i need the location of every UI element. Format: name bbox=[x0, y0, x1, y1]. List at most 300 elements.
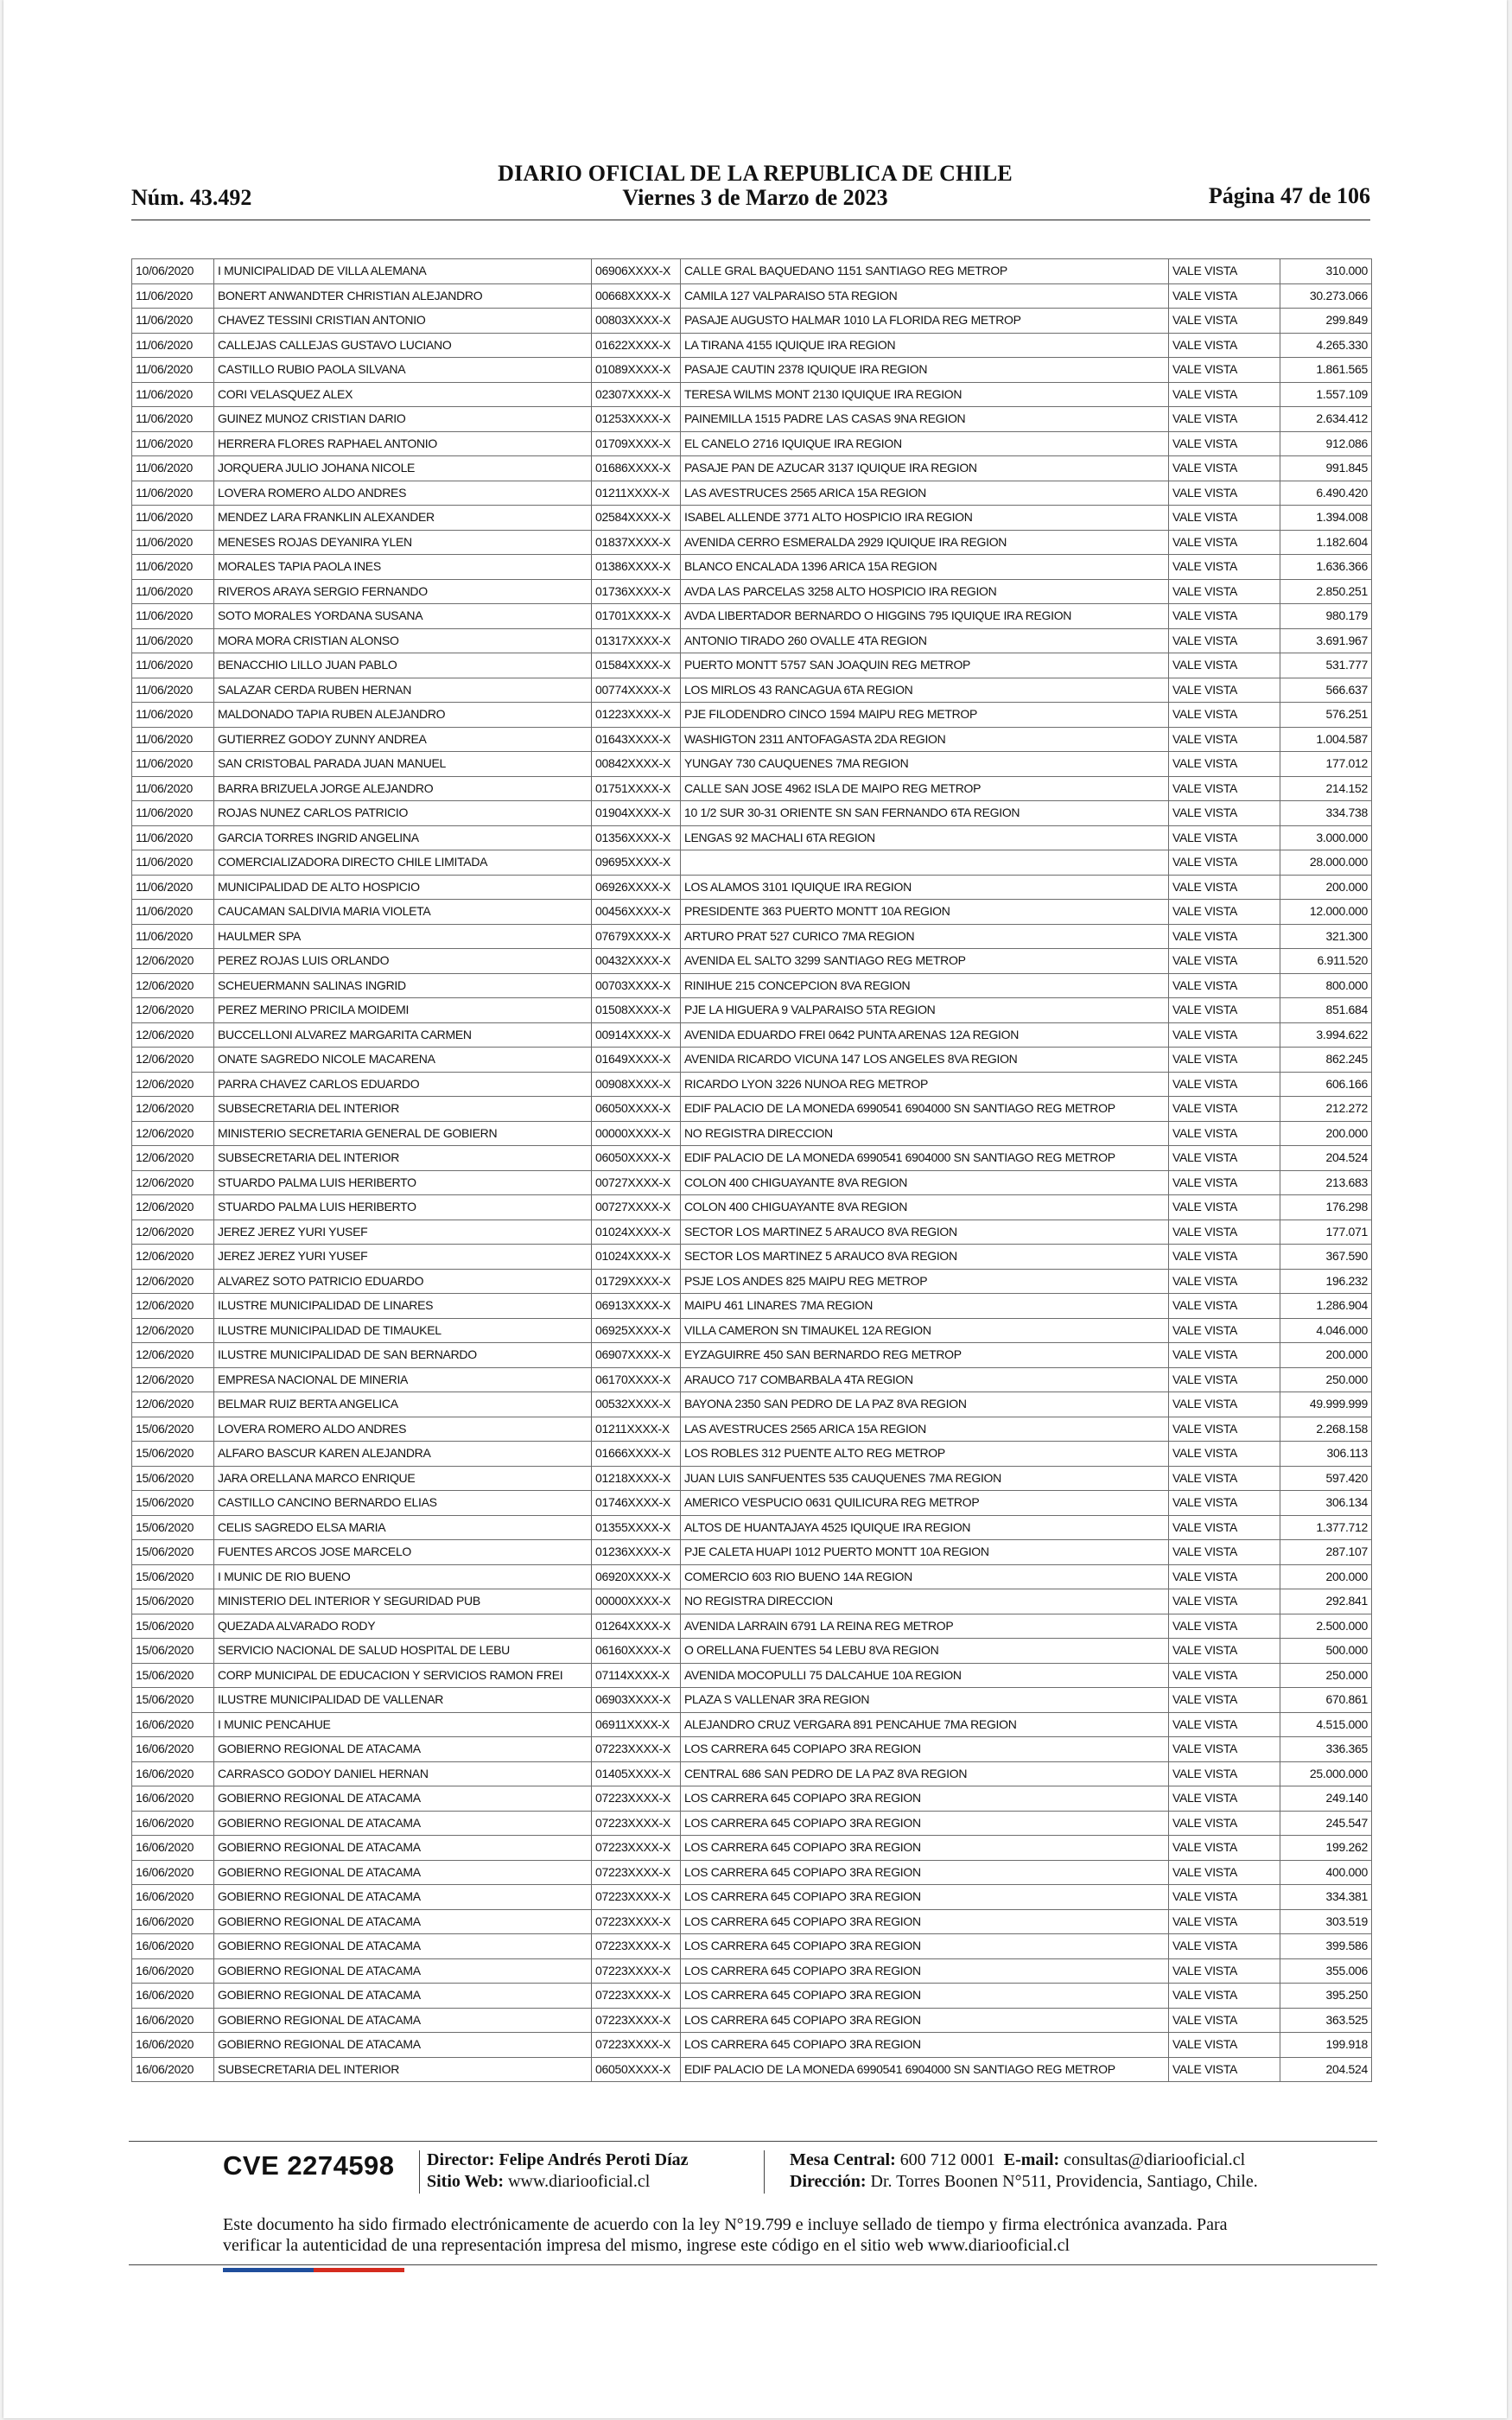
address-cell: LOS CARRERA 645 COPIAPO 3RA REGION bbox=[681, 2008, 1169, 2033]
address-cell: PRESIDENTE 363 PUERTO MONTT 10A REGION bbox=[681, 900, 1169, 925]
address-cell: AMERICO VESPUCIO 0631 QUILICURA REG METROP bbox=[681, 1491, 1169, 1516]
table-row bbox=[132, 1934, 1372, 1959]
table-row bbox=[132, 1515, 1372, 1540]
date-cell: 15/06/2020 bbox=[132, 1466, 214, 1491]
rut-cell: 06913XXXX-X bbox=[592, 1294, 681, 1319]
amount-cell: 176.298 bbox=[1280, 1195, 1372, 1220]
date-cell: 15/06/2020 bbox=[132, 1417, 214, 1442]
table-row bbox=[132, 1367, 1372, 1392]
amount-cell: 336.365 bbox=[1280, 1737, 1372, 1762]
payment-type-cell: VALE VISTA bbox=[1169, 1170, 1280, 1195]
payment-type-cell: VALE VISTA bbox=[1169, 998, 1280, 1023]
table-row bbox=[132, 1737, 1372, 1762]
amount-cell: 355.006 bbox=[1280, 1958, 1372, 1984]
table-row bbox=[132, 1146, 1372, 1171]
amount-cell: 1.861.565 bbox=[1280, 358, 1372, 383]
address-cell: LAS AVESTRUCES 2565 ARICA 15A REGION bbox=[681, 481, 1169, 506]
payment-type-cell: VALE VISTA bbox=[1169, 382, 1280, 407]
amount-cell: 200.000 bbox=[1280, 875, 1372, 900]
name-cell: CASTILLO RUBIO PAOLA SILVANA bbox=[214, 358, 592, 383]
rut-cell: 07223XXXX-X bbox=[592, 1934, 681, 1959]
table-row bbox=[132, 1712, 1372, 1737]
amount-cell: 199.918 bbox=[1280, 2033, 1372, 2058]
payment-type-cell: VALE VISTA bbox=[1169, 1564, 1280, 1589]
name-cell: GOBIERNO REGIONAL DE ATACAMA bbox=[214, 2008, 592, 2033]
rut-cell: 01218XXXX-X bbox=[592, 1466, 681, 1491]
address-cell: LOS CARRERA 645 COPIAPO 3RA REGION bbox=[681, 1860, 1169, 1885]
address-cell: LOS CARRERA 645 COPIAPO 3RA REGION bbox=[681, 1836, 1169, 1861]
date-cell: 16/06/2020 bbox=[132, 1958, 214, 1984]
address-cell: LAS AVESTRUCES 2565 ARICA 15A REGION bbox=[681, 1417, 1169, 1442]
name-cell: I MUNICIPALIDAD DE VILLA ALEMANA bbox=[214, 259, 592, 284]
name-cell: BENACCHIO LILLO JUAN PABLO bbox=[214, 653, 592, 678]
date-cell: 16/06/2020 bbox=[132, 2033, 214, 2058]
address-cell: PASAJE PAN DE AZUCAR 3137 IQUIQUE IRA REGION bbox=[681, 456, 1169, 481]
table-row bbox=[132, 875, 1372, 900]
address-cell: LOS CARRERA 645 COPIAPO 3RA REGION bbox=[681, 1786, 1169, 1812]
date-cell: 12/06/2020 bbox=[132, 1121, 214, 1146]
address-cell: JUAN LUIS SANFUENTES 535 CAUQUENES 7MA REGION bbox=[681, 1466, 1169, 1491]
address-cell: EL CANELO 2716 IQUIQUE IRA REGION bbox=[681, 431, 1169, 456]
date-cell: 16/06/2020 bbox=[132, 1885, 214, 1910]
address-cell: RINIHUE 215 CONCEPCION 8VA REGION bbox=[681, 973, 1169, 998]
name-cell: ONATE SAGREDO NICOLE MACARENA bbox=[214, 1048, 592, 1073]
table-row bbox=[132, 1860, 1372, 1885]
date-cell: 11/06/2020 bbox=[132, 530, 214, 555]
table-row bbox=[132, 1392, 1372, 1417]
rut-cell: 01405XXXX-X bbox=[592, 1761, 681, 1786]
payment-type-cell: VALE VISTA bbox=[1169, 358, 1280, 383]
date-cell: 16/06/2020 bbox=[132, 1860, 214, 1885]
table-row bbox=[132, 1761, 1372, 1786]
rut-cell: 06911XXXX-X bbox=[592, 1712, 681, 1737]
address-cell: COLON 400 CHIGUAYANTE 8VA REGION bbox=[681, 1195, 1169, 1220]
date-cell: 11/06/2020 bbox=[132, 875, 214, 900]
date-cell: 11/06/2020 bbox=[132, 431, 214, 456]
issue-date: Viernes 3 de Marzo de 2023 bbox=[622, 185, 888, 210]
date-cell: 16/06/2020 bbox=[132, 1984, 214, 2009]
address-cell: PASAJE AUGUSTO HALMAR 1010 LA FLORIDA REG METROP bbox=[681, 309, 1169, 334]
director-name: Felipe Andrés Peroti Díaz bbox=[499, 2150, 689, 2169]
date-cell: 16/06/2020 bbox=[132, 1836, 214, 1861]
date-cell: 11/06/2020 bbox=[132, 727, 214, 752]
rut-cell: 07223XXXX-X bbox=[592, 1811, 681, 1836]
address-cell: COMERCIO 603 RIO BUENO 14A REGION bbox=[681, 1564, 1169, 1589]
table-row bbox=[132, 1170, 1372, 1195]
name-cell: LOVERA ROMERO ALDO ANDRES bbox=[214, 481, 592, 506]
table-row bbox=[132, 678, 1372, 703]
payment-type-cell: VALE VISTA bbox=[1169, 1245, 1280, 1270]
address-cell: TERESA WILMS MONT 2130 IQUIQUE IRA REGION bbox=[681, 382, 1169, 407]
name-cell: ILUSTRE MUNICIPALIDAD DE SAN BERNARDO bbox=[214, 1343, 592, 1368]
amount-cell: 597.420 bbox=[1280, 1466, 1372, 1491]
payment-type-cell: VALE VISTA bbox=[1169, 875, 1280, 900]
rut-cell: 01701XXXX-X bbox=[592, 604, 681, 629]
payment-type-cell: VALE VISTA bbox=[1169, 1614, 1280, 1639]
rut-cell: 00456XXXX-X bbox=[592, 900, 681, 925]
amount-cell: 1.377.712 bbox=[1280, 1515, 1372, 1540]
rut-cell: 02584XXXX-X bbox=[592, 506, 681, 531]
payment-type-cell: VALE VISTA bbox=[1169, 1491, 1280, 1516]
table-row bbox=[132, 924, 1372, 949]
amount-cell: 4.515.000 bbox=[1280, 1712, 1372, 1737]
footer-separator bbox=[764, 2150, 765, 2194]
date-cell: 12/06/2020 bbox=[132, 1318, 214, 1343]
address-cell: PUERTO MONTT 5757 SAN JOAQUIN REG METROP bbox=[681, 653, 1169, 678]
payment-type-cell: VALE VISTA bbox=[1169, 653, 1280, 678]
table-row bbox=[132, 825, 1372, 850]
amount-cell: 6.911.520 bbox=[1280, 949, 1372, 974]
date-cell: 15/06/2020 bbox=[132, 1688, 214, 1713]
name-cell: GOBIERNO REGIONAL DE ATACAMA bbox=[214, 1860, 592, 1885]
payment-type-cell: VALE VISTA bbox=[1169, 1417, 1280, 1442]
amount-cell: 399.586 bbox=[1280, 1934, 1372, 1959]
date-cell: 16/06/2020 bbox=[132, 1934, 214, 1959]
address-cell: AVDA LIBERTADOR BERNARDO O HIGGINS 795 IQUIQUE IRA REGION bbox=[681, 604, 1169, 629]
address-cell: WASHIGTON 2311 ANTOFAGASTA 2DA REGION bbox=[681, 727, 1169, 752]
name-cell: CAUCAMAN SALDIVIA MARIA VIOLETA bbox=[214, 900, 592, 925]
rut-cell: 07223XXXX-X bbox=[592, 2033, 681, 2058]
payment-type-cell: VALE VISTA bbox=[1169, 1343, 1280, 1368]
address-cell: CAMILA 127 VALPARAISO 5TA REGION bbox=[681, 283, 1169, 309]
payment-type-cell: VALE VISTA bbox=[1169, 2033, 1280, 2058]
table-row bbox=[132, 850, 1372, 876]
amount-cell: 800.000 bbox=[1280, 973, 1372, 998]
payments-table bbox=[131, 258, 1372, 2082]
rut-cell: 01746XXXX-X bbox=[592, 1491, 681, 1516]
payment-type-cell: VALE VISTA bbox=[1169, 481, 1280, 506]
address-cell: LOS ROBLES 312 PUENTE ALTO REG METROP bbox=[681, 1442, 1169, 1467]
table-row bbox=[132, 1540, 1372, 1565]
amount-cell: 287.107 bbox=[1280, 1540, 1372, 1565]
publication-title: DIARIO OFICIAL DE LA REPUBLICA DE CHILE bbox=[498, 161, 1013, 186]
payment-type-cell: VALE VISTA bbox=[1169, 2057, 1280, 2082]
amount-cell: 400.000 bbox=[1280, 1860, 1372, 1885]
table-row bbox=[132, 333, 1372, 358]
amount-cell: 2.500.000 bbox=[1280, 1614, 1372, 1639]
name-cell: CARRASCO GODOY DANIEL HERNAN bbox=[214, 1761, 592, 1786]
payment-type-cell: VALE VISTA bbox=[1169, 2008, 1280, 2033]
table-row bbox=[132, 1022, 1372, 1048]
payment-type-cell: VALE VISTA bbox=[1169, 1836, 1280, 1861]
table-row bbox=[132, 1048, 1372, 1073]
amount-cell: 1.394.008 bbox=[1280, 506, 1372, 531]
amount-cell: 1.286.904 bbox=[1280, 1294, 1372, 1319]
address-cell: PJE CALETA HUAPI 1012 PUERTO MONTT 10A REGION bbox=[681, 1540, 1169, 1565]
payment-type-cell: VALE VISTA bbox=[1169, 1663, 1280, 1688]
date-cell: 15/06/2020 bbox=[132, 1614, 214, 1639]
payment-type-cell: VALE VISTA bbox=[1169, 1072, 1280, 1097]
footer-divider bbox=[129, 2141, 1377, 2142]
address-cell: 10 1/2 SUR 30-31 ORIENTE SN SAN FERNANDO 6TA REGION bbox=[681, 801, 1169, 826]
table-row bbox=[132, 481, 1372, 506]
amount-cell: 30.273.066 bbox=[1280, 283, 1372, 309]
amount-cell: 4.265.330 bbox=[1280, 333, 1372, 358]
date-cell: 11/06/2020 bbox=[132, 678, 214, 703]
date-cell: 11/06/2020 bbox=[132, 481, 214, 506]
date-cell: 11/06/2020 bbox=[132, 555, 214, 580]
payment-type-cell: VALE VISTA bbox=[1169, 1688, 1280, 1713]
amount-cell: 2.634.412 bbox=[1280, 407, 1372, 432]
date-cell: 11/06/2020 bbox=[132, 579, 214, 604]
date-cell: 12/06/2020 bbox=[132, 1294, 214, 1319]
table-row bbox=[132, 2033, 1372, 2058]
payment-type-cell: VALE VISTA bbox=[1169, 1811, 1280, 1836]
name-cell: SERVICIO NACIONAL DE SALUD HOSPITAL DE LEBU bbox=[214, 1639, 592, 1664]
date-cell: 11/06/2020 bbox=[132, 604, 214, 629]
table-row bbox=[132, 382, 1372, 407]
email-link[interactable]: consultas@diariooficial.cl bbox=[1064, 2150, 1246, 2169]
amount-cell: 912.086 bbox=[1280, 431, 1372, 456]
issue-number: Núm. 43.492 bbox=[131, 185, 252, 210]
payment-type-cell: VALE VISTA bbox=[1169, 850, 1280, 876]
payment-type-cell: VALE VISTA bbox=[1169, 678, 1280, 703]
payment-type-cell: VALE VISTA bbox=[1169, 1761, 1280, 1786]
date-cell: 12/06/2020 bbox=[132, 1072, 214, 1097]
rut-cell: 06906XXXX-X bbox=[592, 259, 681, 284]
rut-cell: 00774XXXX-X bbox=[592, 678, 681, 703]
payment-type-cell: VALE VISTA bbox=[1169, 1786, 1280, 1812]
rut-cell: 09695XXXX-X bbox=[592, 850, 681, 876]
address-cell: EDIF PALACIO DE LA MONEDA 6990541 6904000 SN SANTIAGO REG METROP bbox=[681, 1146, 1169, 1171]
date-cell: 16/06/2020 bbox=[132, 1909, 214, 1934]
table-row bbox=[132, 2057, 1372, 2082]
table-row bbox=[132, 1072, 1372, 1097]
rut-cell: 01089XXXX-X bbox=[592, 358, 681, 383]
name-cell: MORA MORA CRISTIAN ALONSO bbox=[214, 628, 592, 653]
payment-type-cell: VALE VISTA bbox=[1169, 530, 1280, 555]
rut-cell: 00727XXXX-X bbox=[592, 1170, 681, 1195]
address-cell: ARTURO PRAT 527 CURICO 7MA REGION bbox=[681, 924, 1169, 949]
amount-cell: 1.182.604 bbox=[1280, 530, 1372, 555]
rut-cell: 01355XXXX-X bbox=[592, 1515, 681, 1540]
name-cell: CORI VELASQUEZ ALEX bbox=[214, 382, 592, 407]
date-cell: 15/06/2020 bbox=[132, 1564, 214, 1589]
address-cell: MAIPU 461 LINARES 7MA REGION bbox=[681, 1294, 1169, 1319]
payment-type-cell: VALE VISTA bbox=[1169, 1367, 1280, 1392]
date-cell: 11/06/2020 bbox=[132, 407, 214, 432]
payment-type-cell: VALE VISTA bbox=[1169, 1958, 1280, 1984]
table-row bbox=[132, 1958, 1372, 1984]
rut-cell: 07223XXXX-X bbox=[592, 1909, 681, 1934]
rut-cell: 01253XXXX-X bbox=[592, 407, 681, 432]
name-cell: MUNICIPALIDAD DE ALTO HOSPICIO bbox=[214, 875, 592, 900]
date-cell: 12/06/2020 bbox=[132, 1170, 214, 1195]
rut-cell: 01751XXXX-X bbox=[592, 776, 681, 801]
amount-cell: 1.004.587 bbox=[1280, 727, 1372, 752]
payment-type-cell: VALE VISTA bbox=[1169, 1860, 1280, 1885]
rut-cell: 07223XXXX-X bbox=[592, 1737, 681, 1762]
amount-cell: 200.000 bbox=[1280, 1564, 1372, 1589]
document-page bbox=[3, 0, 1507, 2418]
payment-type-cell: VALE VISTA bbox=[1169, 1048, 1280, 1073]
name-cell: MENDEZ LARA FRANKLIN ALEXANDER bbox=[214, 506, 592, 531]
payment-type-cell: VALE VISTA bbox=[1169, 1885, 1280, 1910]
address-cell: ARAUCO 717 COMBARBALA 4TA REGION bbox=[681, 1367, 1169, 1392]
flag-red-segment bbox=[314, 2268, 404, 2272]
address-cell: PJE FILODENDRO CINCO 1594 MAIPU REG METROP bbox=[681, 703, 1169, 728]
name-cell: SUBSECRETARIA DEL INTERIOR bbox=[214, 1146, 592, 1171]
cve-code: CVE 2274598 bbox=[223, 2150, 395, 2181]
rut-cell: 07223XXXX-X bbox=[592, 1885, 681, 1910]
date-cell: 16/06/2020 bbox=[132, 2008, 214, 2033]
address-cell: LOS CARRERA 645 COPIAPO 3RA REGION bbox=[681, 1984, 1169, 2009]
amount-cell: 334.738 bbox=[1280, 801, 1372, 826]
amount-cell: 49.999.999 bbox=[1280, 1392, 1372, 1417]
rut-cell: 01584XXXX-X bbox=[592, 653, 681, 678]
name-cell: GOBIERNO REGIONAL DE ATACAMA bbox=[214, 2033, 592, 2058]
address-cell: CALLE GRAL BAQUEDANO 1151 SANTIAGO REG METROP bbox=[681, 259, 1169, 284]
amount-cell: 334.381 bbox=[1280, 1885, 1372, 1910]
date-cell: 16/06/2020 bbox=[132, 1737, 214, 1762]
date-cell: 15/06/2020 bbox=[132, 1639, 214, 1664]
email-label: E-mail: bbox=[1003, 2150, 1060, 2169]
amount-cell: 4.046.000 bbox=[1280, 1318, 1372, 1343]
amount-cell: 1.636.366 bbox=[1280, 555, 1372, 580]
amount-cell: 851.684 bbox=[1280, 998, 1372, 1023]
name-cell: I MUNIC PENCAHUE bbox=[214, 1712, 592, 1737]
payment-type-cell: VALE VISTA bbox=[1169, 1466, 1280, 1491]
rut-cell: 00532XXXX-X bbox=[592, 1392, 681, 1417]
date-cell: 16/06/2020 bbox=[132, 2057, 214, 2082]
date-cell: 10/06/2020 bbox=[132, 259, 214, 284]
address-cell: RICARDO LYON 3226 NUNOA REG METROP bbox=[681, 1072, 1169, 1097]
rut-cell: 01622XXXX-X bbox=[592, 333, 681, 358]
date-cell: 12/06/2020 bbox=[132, 973, 214, 998]
address-cell: LA TIRANA 4155 IQUIQUE IRA REGION bbox=[681, 333, 1169, 358]
rut-cell: 01666XXXX-X bbox=[592, 1442, 681, 1467]
rut-cell: 07223XXXX-X bbox=[592, 1860, 681, 1885]
name-cell: SCHEUERMANN SALINAS INGRID bbox=[214, 973, 592, 998]
date-cell: 15/06/2020 bbox=[132, 1491, 214, 1516]
address-cell: LOS CARRERA 645 COPIAPO 3RA REGION bbox=[681, 1737, 1169, 1762]
date-cell: 11/06/2020 bbox=[132, 703, 214, 728]
rut-cell: 01211XXXX-X bbox=[592, 1417, 681, 1442]
address-cell bbox=[681, 850, 1169, 876]
date-cell: 12/06/2020 bbox=[132, 949, 214, 974]
name-cell: GOBIERNO REGIONAL DE ATACAMA bbox=[214, 1737, 592, 1762]
name-cell: ALFARO BASCUR KAREN ALEJANDRA bbox=[214, 1442, 592, 1467]
rut-cell: 07223XXXX-X bbox=[592, 2008, 681, 2033]
name-cell: JORQUERA JULIO JOHANA NICOLE bbox=[214, 456, 592, 481]
table-row bbox=[132, 283, 1372, 309]
rut-cell: 01236XXXX-X bbox=[592, 1540, 681, 1565]
amount-cell: 245.547 bbox=[1280, 1811, 1372, 1836]
rut-cell: 06170XXXX-X bbox=[592, 1367, 681, 1392]
payment-type-cell: VALE VISTA bbox=[1169, 1540, 1280, 1565]
address-cell: PJE LA HIGUERA 9 VALPARAISO 5TA REGION bbox=[681, 998, 1169, 1023]
address-cell: VILLA CAMERON SN TIMAUKEL 12A REGION bbox=[681, 1318, 1169, 1343]
table-row bbox=[132, 1442, 1372, 1467]
date-cell: 16/06/2020 bbox=[132, 1712, 214, 1737]
rut-cell: 07223XXXX-X bbox=[592, 1958, 681, 1984]
name-cell: SUBSECRETARIA DEL INTERIOR bbox=[214, 2057, 592, 2082]
name-cell: GOBIERNO REGIONAL DE ATACAMA bbox=[214, 1984, 592, 2009]
rut-cell: 07223XXXX-X bbox=[592, 1984, 681, 2009]
table-row bbox=[132, 1121, 1372, 1146]
date-cell: 11/06/2020 bbox=[132, 506, 214, 531]
name-cell: I MUNIC DE RIO BUENO bbox=[214, 1564, 592, 1589]
amount-cell: 28.000.000 bbox=[1280, 850, 1372, 876]
amount-cell: 363.525 bbox=[1280, 2008, 1372, 2033]
address-cell: PSJE LOS ANDES 825 MAIPU REG METROP bbox=[681, 1269, 1169, 1294]
table-row bbox=[132, 1589, 1372, 1614]
table-row bbox=[132, 973, 1372, 998]
date-cell: 11/06/2020 bbox=[132, 382, 214, 407]
address-cell: EYZAGUIRRE 450 SAN BERNARDO REG METROP bbox=[681, 1343, 1169, 1368]
payment-type-cell: VALE VISTA bbox=[1169, 1097, 1280, 1122]
rut-cell: 00727XXXX-X bbox=[592, 1195, 681, 1220]
date-cell: 11/06/2020 bbox=[132, 333, 214, 358]
payment-type-cell: VALE VISTA bbox=[1169, 309, 1280, 334]
rut-cell: 06160XXXX-X bbox=[592, 1639, 681, 1664]
rut-cell: 06050XXXX-X bbox=[592, 1097, 681, 1122]
date-cell: 12/06/2020 bbox=[132, 1343, 214, 1368]
rut-cell: 01649XXXX-X bbox=[592, 1048, 681, 1073]
amount-cell: 177.071 bbox=[1280, 1220, 1372, 1245]
name-cell: LOVERA ROMERO ALDO ANDRES bbox=[214, 1417, 592, 1442]
name-cell: MORALES TAPIA PAOLA INES bbox=[214, 555, 592, 580]
rut-cell: 00703XXXX-X bbox=[592, 973, 681, 998]
date-cell: 11/06/2020 bbox=[132, 358, 214, 383]
address-cell: ISABEL ALLENDE 3771 ALTO HOSPICIO IRA REGION bbox=[681, 506, 1169, 531]
name-cell: CHAVEZ TESSINI CRISTIAN ANTONIO bbox=[214, 309, 592, 334]
name-cell: GOBIERNO REGIONAL DE ATACAMA bbox=[214, 1811, 592, 1836]
address-cell: ALEJANDRO CRUZ VERGARA 891 PENCAHUE 7MA REGION bbox=[681, 1712, 1169, 1737]
name-cell: GOBIERNO REGIONAL DE ATACAMA bbox=[214, 1836, 592, 1861]
payment-type-cell: VALE VISTA bbox=[1169, 703, 1280, 728]
amount-cell: 670.861 bbox=[1280, 1688, 1372, 1713]
payment-type-cell: VALE VISTA bbox=[1169, 1121, 1280, 1146]
date-cell: 11/06/2020 bbox=[132, 776, 214, 801]
date-cell: 12/06/2020 bbox=[132, 1146, 214, 1171]
name-cell: JEREZ JEREZ YURI YUSEF bbox=[214, 1245, 592, 1270]
name-cell: CALLEJAS CALLEJAS GUSTAVO LUCIANO bbox=[214, 333, 592, 358]
payment-type-cell: VALE VISTA bbox=[1169, 628, 1280, 653]
payment-type-cell: VALE VISTA bbox=[1169, 1392, 1280, 1417]
table-row bbox=[132, 1269, 1372, 1294]
table-row bbox=[132, 1220, 1372, 1245]
footer-bottom-rule bbox=[129, 2264, 1377, 2265]
rut-cell: 01709XXXX-X bbox=[592, 431, 681, 456]
rut-cell: 01223XXXX-X bbox=[592, 703, 681, 728]
amount-cell: 204.524 bbox=[1280, 1146, 1372, 1171]
payments-table-wrap bbox=[131, 258, 1371, 2082]
date-cell: 11/06/2020 bbox=[132, 825, 214, 850]
phone-label: Mesa Central: bbox=[790, 2150, 896, 2169]
amount-cell: 576.251 bbox=[1280, 703, 1372, 728]
payment-type-cell: VALE VISTA bbox=[1169, 900, 1280, 925]
address-cell: LOS CARRERA 645 COPIAPO 3RA REGION bbox=[681, 1811, 1169, 1836]
director-label: Director: bbox=[427, 2150, 495, 2169]
payment-type-cell: VALE VISTA bbox=[1169, 1442, 1280, 1467]
table-row bbox=[132, 407, 1372, 432]
amount-cell: 299.849 bbox=[1280, 309, 1372, 334]
address-cell: CENTRAL 686 SAN PEDRO DE LA PAZ 8VA REGION bbox=[681, 1761, 1169, 1786]
table-row bbox=[132, 2008, 1372, 2033]
table-row bbox=[132, 604, 1372, 629]
name-cell: QUEZADA ALVARADO RODY bbox=[214, 1614, 592, 1639]
website-link[interactable]: www.diariooficial.cl bbox=[508, 2172, 651, 2191]
name-cell: GOBIERNO REGIONAL DE ATACAMA bbox=[214, 1786, 592, 1812]
name-cell: MINISTERIO DEL INTERIOR Y SEGURIDAD PUB bbox=[214, 1589, 592, 1614]
amount-cell: 249.140 bbox=[1280, 1786, 1372, 1812]
amount-cell: 2.268.158 bbox=[1280, 1417, 1372, 1442]
table-row bbox=[132, 530, 1372, 555]
page-number: Página 47 de 106 bbox=[1208, 183, 1370, 208]
date-cell: 12/06/2020 bbox=[132, 1097, 214, 1122]
date-cell: 11/06/2020 bbox=[132, 900, 214, 925]
